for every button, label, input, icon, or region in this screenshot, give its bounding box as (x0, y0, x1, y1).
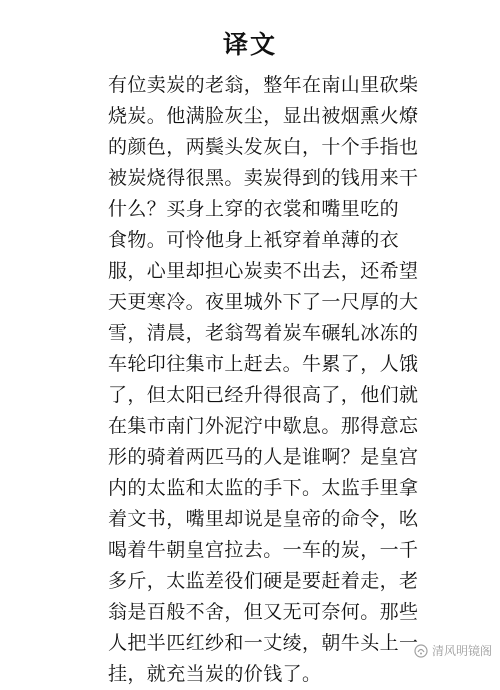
text-line: 内的太监和太监的手下。太监手里拿 (108, 477, 419, 499)
text-line: 雪，清晨，老翁驾着炭车碾轧冰冻的 (108, 322, 419, 344)
watermark (414, 642, 492, 659)
text-line: 人把半匹红纱和一丈绫，朝牛头上一 (108, 632, 419, 654)
watermark-text: 清风明镜阁 (431, 644, 492, 658)
text-line: 服，心里却担心炭卖不出去，还希望 (108, 260, 419, 282)
watermark-logo-icon (414, 644, 428, 658)
text-line: 在集市南门外泥泞中歇息。那得意忘 (108, 415, 419, 437)
text-line: 食物。可怜他身上衹穿着单薄的衣 (108, 229, 400, 251)
text-line: 翁是百般不舍，但又无可奈何。那些 (108, 601, 419, 623)
translation-text (108, 70, 419, 690)
text-line: 烧炭。他满脸灰尘，显出被烟熏火燎 (108, 105, 419, 127)
text-line: 天更寒冷。夜里城外下了一尺厚的大 (108, 291, 419, 313)
text-line: 的颜色，两鬓头发灰白，十个手指也 (108, 136, 419, 158)
text-line: 形的骑着两匹马的人是谁啊？是皇宫 (108, 446, 419, 468)
text-line: 喝着牛朝皇宫拉去。一车的炭，一千 (108, 539, 419, 561)
text-line: 被炭烧得很黑。卖炭得到的钱用来干 (108, 167, 419, 189)
text-line: 车轮印往集市上赶去。牛累了，人饿 (108, 353, 419, 375)
page-title: 译文 (222, 30, 277, 59)
text-line: 挂，就充当炭的价钱了。 (108, 663, 322, 685)
text-line: 什么？买身上穿的衣裳和嘴里吃的 (108, 198, 400, 220)
text-line: 着文书，嘴里却说是皇帝的命令，吆 (108, 508, 419, 530)
text-line: 有位卖炭的老翁，整年在南山里砍柴 (108, 74, 419, 96)
text-line: 多斤，太监差役们硬是要赶着走，老 (108, 570, 419, 592)
text-line: 了，但太阳已经升得很高了，他们就 (108, 384, 419, 406)
